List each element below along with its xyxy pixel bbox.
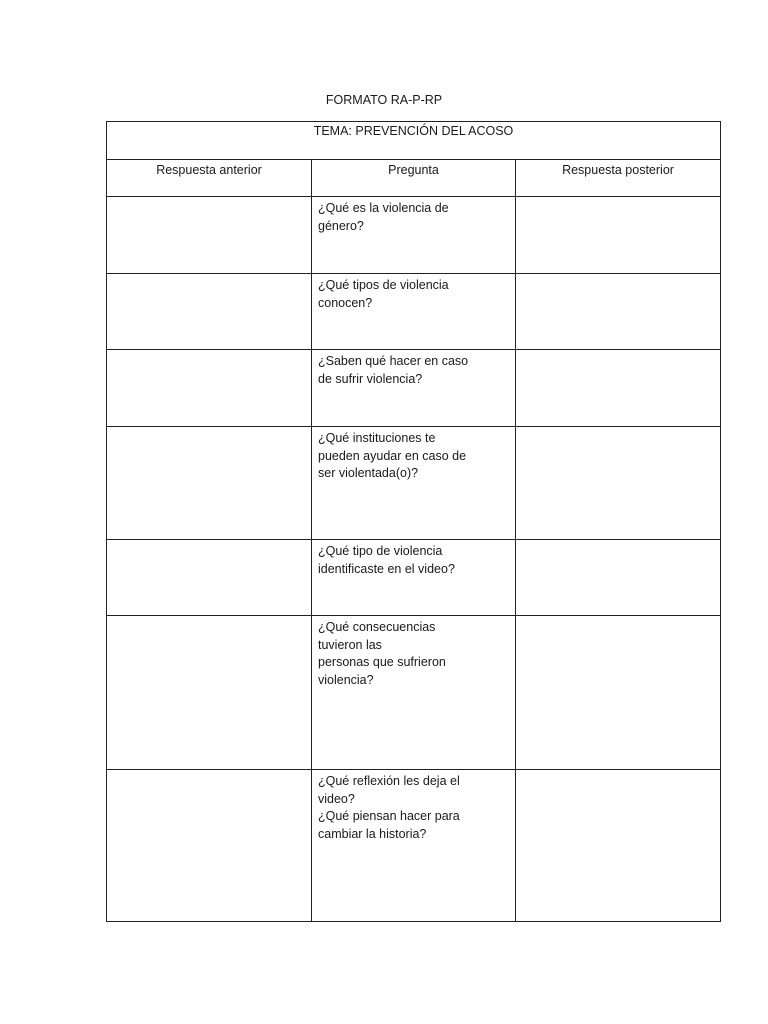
- answer-before-cell[interactable]: [107, 427, 312, 540]
- header-question: Pregunta: [312, 160, 516, 197]
- header-answer-after: Respuesta posterior: [516, 160, 721, 197]
- question-cell: [312, 540, 516, 616]
- survey-table: [106, 121, 721, 922]
- question-line: pueden ayudar en caso de: [318, 448, 467, 463]
- question-line: ¿Qué tipos de violencia: [318, 278, 449, 292]
- question-line: conocen?: [318, 295, 373, 310]
- table-row: [107, 427, 721, 540]
- question-line: ser violentada(o)?: [318, 466, 419, 481]
- answer-before-cell[interactable]: [107, 197, 312, 274]
- question-cell: [312, 770, 516, 922]
- answer-after-cell[interactable]: [516, 274, 721, 350]
- answer-before-cell[interactable]: [107, 616, 312, 770]
- question-line: tuvieron las: [318, 637, 382, 652]
- question-line: ¿Qué instituciones te: [318, 431, 436, 445]
- question-line: ¿Qué tipo de violencia: [318, 544, 443, 558]
- question-cell: [312, 197, 516, 274]
- answer-before-cell[interactable]: [107, 770, 312, 922]
- question-line: ¿Qué consecuencias: [318, 620, 436, 634]
- table-row: [107, 540, 721, 616]
- question-line: violencia?: [318, 672, 374, 687]
- answer-before-cell[interactable]: [107, 274, 312, 350]
- question-cell: [312, 350, 516, 427]
- answer-after-cell[interactable]: [516, 616, 721, 770]
- topic-row: [107, 122, 721, 160]
- question-line: ¿Qué piensan hacer para: [318, 809, 460, 824]
- document-title: FORMATO RA-P-RP: [325, 93, 443, 107]
- question-line: personas que sufrieron: [318, 655, 446, 670]
- answer-before-cell[interactable]: [107, 540, 312, 616]
- topic-cell: TEMA: PREVENCIÓN DEL ACOSO: [107, 122, 721, 160]
- answer-after-cell[interactable]: [516, 427, 721, 540]
- question-line: ¿Saben qué hacer en caso: [318, 354, 469, 368]
- table-row: [107, 616, 721, 770]
- question-line: identificaste en el video?: [318, 561, 455, 576]
- question-line: de sufrir violencia?: [318, 371, 423, 386]
- answer-after-cell[interactable]: [516, 770, 721, 922]
- answer-before-cell[interactable]: [107, 350, 312, 427]
- question-line: cambiar la historia?: [318, 826, 427, 841]
- header-row: [107, 160, 721, 197]
- question-cell: [312, 274, 516, 350]
- question-cell: [312, 427, 516, 540]
- answer-after-cell[interactable]: [516, 540, 721, 616]
- question-line: video?: [318, 791, 355, 806]
- question-line: ¿Qué es la violencia de: [318, 201, 449, 215]
- question-line: ¿Qué reflexión les deja el: [318, 774, 460, 788]
- answer-after-cell[interactable]: [516, 350, 721, 427]
- question-cell: [312, 616, 516, 770]
- header-answer-before: Respuesta anterior: [107, 160, 312, 197]
- table-row: [107, 770, 721, 922]
- answer-after-cell[interactable]: [516, 197, 721, 274]
- table-row: [107, 197, 721, 274]
- table-row: [107, 350, 721, 427]
- table-row: [107, 274, 721, 350]
- question-line: género?: [318, 218, 364, 233]
- survey-table-body: [107, 122, 721, 922]
